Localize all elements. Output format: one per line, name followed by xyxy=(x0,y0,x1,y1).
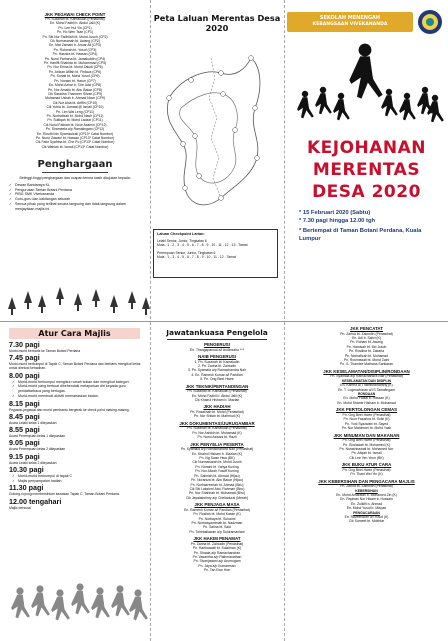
committee-member: Pn. Tan Ewe Hoe xyxy=(203,568,231,573)
penghargaan-list xyxy=(0,181,150,212)
checkpoint-marker xyxy=(183,186,188,191)
committee-member: Pn. Ong Beei Hwee (Penasihat) xyxy=(342,412,391,417)
penghargaan-item: ✓ Semua pihak yang terlibat secara langsung dan tidak langsung dalam menjayakan majlis ini xyxy=(8,202,140,212)
atur-cara-title: Atur Cara Majlis xyxy=(38,329,111,338)
panel-committees xyxy=(285,322,448,641)
checkpoint-officer: Pn. Noraini bt. Harun (CP7) xyxy=(54,78,96,83)
schedule-time: 8.55 pagi xyxy=(9,425,40,435)
committee-member: Pn. Nor Shilan bt. Mahmud (K) xyxy=(193,414,241,419)
panel-map xyxy=(151,0,283,319)
route1-path: Mula - 1 - 2 - 3 - 4 - 5 - 6 - 7 - 8 - 9 - 10 - 11 - 12 - 13 - Tamat xyxy=(157,243,248,248)
tree-icon xyxy=(92,289,100,307)
schedule-time: 8.00 pagi xyxy=(9,370,40,380)
committee-member: En. Ramesh Kumar a/l Pandian (Penasihat) xyxy=(184,507,250,512)
committee-member: Cik Nurmaisarah bt. Mohd Jusoh xyxy=(192,460,242,465)
schedule-activity: Acara Perempuan kelas 1 dilepaskan xyxy=(9,434,66,439)
committee-heading: JKK BUKU ATUR CARA xyxy=(341,462,392,468)
committee-member: Pn. Noor Fazarina bt. Sulki (K) xyxy=(343,417,390,422)
committee-heading: JKK MINUMAN DAN MAKANAN xyxy=(333,432,400,438)
checkpoint-officer: Pn. Nor Erlina bt. Mohd Zaludi (CP5) xyxy=(47,65,103,70)
route-title: Laluan Checkpoint Larian: xyxy=(157,232,205,236)
runners-silhouette-illustration xyxy=(0,577,150,637)
penghargaan-title: Penghargaan xyxy=(37,159,113,171)
tree-icon xyxy=(24,291,32,309)
checkpoint-officer: Cik Yuhla bt. Jumaat @ Ismail (CP10) xyxy=(46,105,104,110)
schedule-time: 8.15 pagi xyxy=(9,398,40,408)
tree-icon xyxy=(38,295,46,313)
checkpoint-officer: Cik Nurhasanah bt. Awang (CP2) xyxy=(50,39,100,44)
schedule-time: 8.45 pagi xyxy=(9,412,40,421)
runner-icon xyxy=(427,95,444,123)
committee-member: Pn. Suzanah bt. Kamaludin (Penasihat) xyxy=(187,426,247,431)
tree-icon xyxy=(8,297,16,315)
committee-member: Pn. Zarina bt. Zainudin (Penasihat) xyxy=(190,541,244,546)
committee-member: Pn. Rosliah bt. Mohd Kasim (K) xyxy=(193,512,241,517)
runner-icon xyxy=(297,91,314,119)
committee-member: Pn. Rosmawati bt. Mohd Zaini xyxy=(343,358,390,363)
committee-member: Pn. Salina bt. Said xyxy=(203,525,231,530)
committee-subheading: RONDAAN xyxy=(357,392,376,397)
checkpoint-officer: Pn. Suttiqah bt. Mohd Ladzar (CP11) xyxy=(47,118,103,123)
school-line2: KEBANGSAAN VIVEKANANDA xyxy=(312,22,388,27)
route-inner xyxy=(180,93,238,183)
committee-member: Cik Jayalakshmy a/p Chelladurai (Merah) xyxy=(186,495,248,500)
committee-member: En. Kamrul Al Thambiramanthy (K) xyxy=(340,383,393,388)
atur-cara-banner xyxy=(9,328,140,339)
checkpoint-marker xyxy=(167,96,172,101)
runner-icon xyxy=(333,93,350,121)
committee-member: Pn. Nor Alizah Yusoff Kuning xyxy=(195,469,239,474)
checkpoint-officer: Pn. Nor Amalia bt. Abu Bakar (CP8) xyxy=(48,87,102,92)
tree-icon xyxy=(142,297,150,315)
checkpoint-officer: Pn. Suzanah bt. Kamaludin (Penasihat) xyxy=(45,17,105,21)
checkpoint-title: JKK PEGAWAI CHECK POINT xyxy=(44,12,106,17)
committees-list xyxy=(285,322,448,524)
route-road xyxy=(209,58,221,198)
checkpoint-marker xyxy=(189,78,194,83)
committee-member: Pn. Nor Ashikin bt. Mohamad (K) xyxy=(192,430,242,435)
committee-member: En. Mohd Shamir Hisham b. Mohamad xyxy=(337,400,396,405)
committee-member: Pn. Syamala a/p Ramachandra Nair (Penasihat) xyxy=(180,447,254,452)
tree-icon xyxy=(56,287,64,305)
checkpoint-officer: Pn. Norhafizah bt. Mohd Nasir (CP11) xyxy=(46,113,104,118)
schedule-time: 11.30 pagi xyxy=(9,483,44,493)
checkpoint-officer: En. Mohd Azhar b. Che Adzi (CP8) xyxy=(48,83,102,88)
tree-icon xyxy=(128,291,136,309)
committee-member: Pn. Salmiah bt. Ahmad (Hijau) xyxy=(194,473,240,478)
committee-member: Pn. Zarina bt. Zainudin (Penasihat) xyxy=(340,484,393,489)
committee-member: Pn. Nurhazreenah bt. Ahmad (Biru) xyxy=(190,482,244,487)
committee-member: En. Adi b. Sabri (K) xyxy=(352,336,381,340)
committee-member: Pn. Zarina bt. Zainudin (Penasihat) xyxy=(340,331,393,336)
checkpoint-marker xyxy=(219,71,224,76)
route2-path: Mula - 1 - 3 - 4 - 5 - 6 - 7 - 8 - 9 - 10 - 11 - 12 - Tamat xyxy=(157,255,236,260)
schedule-bullets xyxy=(9,474,142,484)
checkpoint-officer: Pn. Lee Hui Yin (CP1) xyxy=(58,25,92,30)
committee-member: Pn. Nor Shahirah bt. Mohamad (Biru) xyxy=(189,491,245,496)
committee-member: Pn. Syamala a/p Ramachandra Nair (Penasihat) xyxy=(330,374,403,379)
divider xyxy=(167,339,267,340)
outer-sheet xyxy=(0,0,448,319)
school-line1: SEKOLAH MENENGAH xyxy=(319,15,381,21)
schedule-activity: Acara Lelaki kelas 2 dilepaskan xyxy=(9,460,57,465)
committee-member: Pn. Ong Beei Hwee (Penasihat) xyxy=(342,438,391,443)
committee-member: Pn. Suzanah bt. Kamaludin (Penasihat) xyxy=(187,389,247,394)
trees-illustration xyxy=(0,279,150,319)
checkpoint-officer: Cik Nurul Fathiah bt. Noor Azamin (CP12) xyxy=(43,122,107,127)
committee-member: En. Mohd Amaralah b. Mohamed Zin (K) xyxy=(336,492,397,497)
schedule-bullet: ✓ Murid-murid berkumpul mengikut rumah sukan dan mengikut kategori. xyxy=(11,380,142,385)
checkpoint-officer: Pn. Hasnira bt. Hassan (CP4) xyxy=(52,52,98,57)
checkpoint-marker xyxy=(249,56,254,61)
cover-title-line3: DESA 2020 xyxy=(312,182,421,202)
checkpoint-officer: Pn. Nurul Farhana bt. Jamaluddin (CP4) xyxy=(44,56,106,61)
schedule-bullet: ✓ Murid-murid berkumpul di tapak C xyxy=(11,474,142,479)
checkpoint-officer: Pn. Ahlzan Afifah bt. Firdaus (CP6) xyxy=(48,69,102,74)
checkpoint-officer: En. Mohd Fadhli b. Abdul Jalil (K) xyxy=(49,21,101,26)
committee-member: Pn. Hartinawati bt. Sulaiman (K) xyxy=(192,546,242,551)
committee-member: Cik Khairul Hisham b. Mazlan xyxy=(194,398,240,403)
checkpoint-officer: Cik Nur Aina bt. Ariffin (CP10) xyxy=(52,100,98,105)
committee-member: En. Mohd Yusof b. Mispari xyxy=(346,506,387,511)
schedule-time: 7.30 pagi xyxy=(9,340,40,349)
cover-venue: * Bertempat di Taman Botani Perdana, Kuala Lumpur xyxy=(299,228,422,242)
penghargaan-item: ✓ Guru-guru dan kakitangan sekolah xyxy=(8,197,140,202)
schedule-bullets xyxy=(9,380,142,399)
school-banner xyxy=(287,12,413,32)
atur-cara-list xyxy=(0,339,150,510)
committee-heading: JKK PENJAGA MASA xyxy=(194,502,240,508)
schedule-time: 12.00 tengahari xyxy=(9,496,62,506)
schedule-activity: Acara Lelaki kelas 1 dilepaskan xyxy=(9,421,57,425)
cover-date: * 15 Februari 2020 (Sabtu) xyxy=(299,210,371,216)
cover-title-line1: KEJOHANAN xyxy=(306,138,427,158)
schedule-time: 10.30 pagi xyxy=(9,464,44,474)
schedule-activity: Gotong-royong membersihkan kawasan Tapak C, Taman Botani Perdana. xyxy=(9,492,120,497)
checkpoint-marker xyxy=(221,92,226,97)
committee-member: Pn. S. Thamlee Mathana Sankaran xyxy=(340,362,393,367)
runner-icon xyxy=(11,587,30,618)
checkpoint-marker xyxy=(193,134,198,139)
route-map xyxy=(151,38,283,238)
committee-heading: JKK PERTOLONGAN CEMAS xyxy=(335,407,398,413)
runner-icon xyxy=(31,585,50,616)
committee-member: Cik Sumeet bt. Mokhtar xyxy=(348,519,385,524)
committee-heading: JKK TEKNIK/PERTANDINGAN xyxy=(185,383,249,389)
runner-icon xyxy=(129,589,148,620)
jawatankuasa-title: Jawatankuasa Pengelola xyxy=(166,328,268,337)
checkpoint-officer: En. Rosdhi bin Syamsulzali (CP13* Catat Nombor) xyxy=(36,131,114,136)
route2-label: Perempuan Senior, Junior, Tingkatan 6 xyxy=(157,250,216,255)
map-title: Peta Laluan Merentas Desa 2020 xyxy=(153,13,281,33)
schedule-bullet: ✓ Murid-murid yang berbuat dikehendaki melaporkan diri kepada guru pendaftarbaca yang bertugas. xyxy=(11,384,142,394)
runner-icon xyxy=(91,587,110,618)
penghargaan-intro: Setinggi-tinggi penghargaan dan ucapan terima kasih ditujukan kepada: xyxy=(19,176,131,181)
committee-member: Pn. Tohirbaliawan a/p Suhiramaniam xyxy=(189,529,245,534)
committee-member: Pn. Shaala a/p Ramachandran xyxy=(193,550,241,555)
cover-title xyxy=(285,137,448,203)
route1-label: Lelaki Senior, Junior, Tingkatan 6 xyxy=(157,239,207,243)
checkpoint-officer: Cik Saradha Thanneer Silvan (CP9) xyxy=(47,91,103,96)
committee-subheading: KEBERSIHAN xyxy=(355,488,378,493)
schedule-activity: Acara Perempuan kelas 2 dilepaskan xyxy=(9,447,66,452)
inner-sheet xyxy=(0,321,448,641)
schedule-activity: Pegawai-pegawai dan murid pembantu bergerak ke check point masing-masing. xyxy=(9,407,130,412)
tree-icon xyxy=(74,293,82,311)
runner-icon xyxy=(51,589,70,620)
checkpoint-officer: Pn. Ho Wen Tsan (CP1) xyxy=(56,30,94,35)
schedule-time: 9.05 pagi xyxy=(9,438,40,448)
schedule-time: 9.15 pagi xyxy=(9,451,40,461)
committee-member: Pn. Rosalinah bt. Mohd (Penasihat) xyxy=(190,410,244,415)
checkpoint-officer: Cik Fatin Syafrina bt. Che Po (CP13* Catat Nombor) xyxy=(35,140,115,145)
committee-member: Pn. Noraini bt. Yahya Kuning xyxy=(195,464,239,469)
checkpoint-officer: Pn. Suriati bt. Mohd Yusof (CP6) xyxy=(50,74,100,79)
committee-member: En. Mohd Faisal b. Hassan (K) xyxy=(343,396,390,401)
committee-member: Cik Lee Yen Yeun (BK) xyxy=(349,455,384,460)
committee-heading: JKK KESELAMATAN/DISIPLIN/RONDAAN xyxy=(323,368,410,374)
runners-illustration xyxy=(285,36,448,136)
checkpoint-officer: Pn. Rohmah bt. Yusof (CP3) xyxy=(53,47,97,52)
schedule-activity: Murid-murid berkumpul di Tapak C, Taman Botani Perdana dan berbaris mengikut kelas untuk direkod kehadiran. xyxy=(9,362,141,371)
penghargaan-item: ✓ Pengurusan Taman Botani Perdana xyxy=(8,188,140,193)
runner-icon xyxy=(381,89,398,117)
checkpoint-officer: Mohamad Ushah b. Ahmad Nizar (CP9) xyxy=(45,96,105,101)
committee-member: Pn. Yuni Syazwani bt. Sayed xyxy=(344,421,389,426)
schedule-activity: Murid-murid berbaris ke Taman Botani Perdana xyxy=(9,349,81,353)
panel-atur-cara xyxy=(0,322,150,641)
committee-heading: JKK PENCATAT xyxy=(350,326,383,331)
panel-jawatankuasa xyxy=(151,322,283,641)
runner-icon xyxy=(399,93,416,121)
committee-member: En. Raveendran a/l Yusof (K) xyxy=(344,514,389,519)
checkpoint-officer: Pn. Haniffi Shahida bt. Muhammad (CP5) xyxy=(43,61,107,66)
committee-heading: JKK KEBERSIHAN DAN PENGACARA MAJLIS xyxy=(318,478,415,484)
checkpoint-marker xyxy=(253,106,258,111)
committee-member: 2. Pn. Zarina bt. Zainudin xyxy=(197,364,237,368)
checkpoint-officer: Pn. Nurul Zawani bt. Hassan (CP13* Catat Nombor) xyxy=(35,135,115,140)
committee-member: Pn. Sivanjawani a/p Arumugam xyxy=(193,559,241,564)
committee-member: En. T. Logeswharan a/l S.Tamalingam xyxy=(338,387,395,392)
checkpoint-officer: Cik Wahiah bt. Ismail (CP13* Catat Nombor) xyxy=(41,144,109,149)
schedule-bullet: ✓ Murid-murid membuat aktiviti memanaskan badan. xyxy=(11,394,142,399)
committee-heading: JKK PENYELIA PESERTA xyxy=(190,441,244,447)
schedule-bullet: ✓ Majlis penyampaian hadiah xyxy=(11,479,142,484)
committee-member: 4. En. Ramesh Kumar a/l Pandian xyxy=(191,372,243,377)
committee-subheading: KESELAMATAN DAN DISIPLIN xyxy=(341,378,392,383)
committee-member: Pn. Roslawati bt. Mohamed (K) xyxy=(343,442,390,447)
committee-member: Pn. Nurul Azwani bt. Razli xyxy=(197,435,237,440)
committee-member: En. Khairul Hisham b. Mazlan (K) xyxy=(191,451,243,456)
committee-member: Pn. Ng Swan Hwa (BK) xyxy=(199,456,235,461)
committee-member: Pn. Jaya a/p Kumaresan xyxy=(198,563,236,568)
committee-heading: JKK DOKUMENTASI/JURUGAMBAR xyxy=(179,420,255,426)
panel-cover xyxy=(285,0,448,319)
penghargaan-item: ✓ Dewan Bandaraya KL xyxy=(8,183,140,188)
committee-member: Pn. Ong Beei Hwee (Penasihat) xyxy=(342,467,391,472)
cover-details xyxy=(299,209,443,243)
committee-member: Pn. Rohani bt. Awang xyxy=(350,340,383,345)
committee-member: 3. Pn. Syamala a/p Ramachandra Nair xyxy=(187,368,247,373)
committee-member: Pn. Afiqah bt. Ismail xyxy=(351,451,382,456)
checkpoint-marker xyxy=(233,128,238,133)
committee-member: 1. Pn. Suzanah bt. Kamaludin xyxy=(194,359,240,364)
checkpoint-marker xyxy=(255,156,260,161)
checkpoint-list xyxy=(0,17,150,149)
committee-member: Pn. Thani Wei Yin (K) xyxy=(350,472,383,477)
penghargaan-item: ✓ PIBG SMK Vivekananda xyxy=(8,192,140,197)
checkpoint-officer: Pn. Siti Nur Fadhilah bt. Mohd Jusoh (CP2) xyxy=(42,34,108,39)
committee-member: En. Thangapannai a/l Andimuthu *** xyxy=(189,347,245,352)
committee-member: Pn. Noraniza bt. Abu Bakar (Hijau) xyxy=(191,478,243,483)
committee-member: Pn. Nurhasyamimah bt. Nadzman xyxy=(191,520,243,525)
committee-member: Cik Siti Lakshmi Abd. Rahman (Biru) xyxy=(189,486,245,491)
committee-heading: JKK HADIAH xyxy=(203,404,231,410)
committee-member: Pn. Norbaya bt. Suhaimi xyxy=(198,516,236,521)
committee-member: Pn. Vasantha a/p Pathmanathan xyxy=(192,554,242,559)
committee-member: En. Zulkifli b. Ahmad xyxy=(351,501,382,506)
route-legend-box xyxy=(153,229,278,278)
committee-member: Pn. Rosilina bt. Zakaria xyxy=(348,349,385,354)
runner-icon xyxy=(349,44,382,99)
committee-subheading: PENGACARAAN xyxy=(353,510,380,515)
cover-time: * 7.30 pagi hingga 12.00 tgh xyxy=(299,218,376,224)
schedule-activity: Majlis bersurai xyxy=(9,505,31,510)
runner-icon xyxy=(111,585,130,616)
checkpoint-marker xyxy=(181,142,186,147)
checkpoint-marker xyxy=(197,174,202,179)
committee-member: 5. Pn. Ong Beei Hwee xyxy=(200,377,234,382)
panel-checkpoint xyxy=(0,0,150,319)
checkpoint-marker xyxy=(219,196,224,201)
committee-member: En. Mohd Fadhli b. Abdul Jalil (K) xyxy=(191,393,243,398)
jawatankuasa-list xyxy=(151,342,283,573)
committee-member: Pn. Nurashirawati bt. Mohamed Nor xyxy=(339,446,394,451)
runner-icon xyxy=(71,583,90,614)
committee-member: Pn. Norhafizah bt. Mohamad xyxy=(344,353,389,358)
committee-heading: PENGERUSI xyxy=(204,342,230,347)
committee-heading: NAIB PENGERUSI xyxy=(198,354,236,359)
checkpoint-officer: Pn. Lim Wai Leng (CP11) xyxy=(55,109,95,114)
checkpoint-officer: En. Mat Zamani b. Anuar Ali (CP3) xyxy=(49,43,101,48)
committee-member: Pn. Hamisah bt. Md Jusoh xyxy=(346,344,387,349)
checkpoint-officer: Pn. Shameela a/p Ramalingam (CP12) xyxy=(45,127,105,132)
tree-icon xyxy=(110,295,118,313)
committee-heading: JKK HAKIM PENAMAT xyxy=(193,536,241,542)
committee-member: Pn. Nor Mahimoel bt. Mohd Yasir xyxy=(341,426,392,431)
committee-member: En. Rapinan Nor Hisam b. Hussain xyxy=(340,497,393,502)
school-crest-icon xyxy=(417,8,443,36)
cover-title-line2: MERENTAS xyxy=(312,160,421,180)
divider xyxy=(42,172,108,173)
schedule-time: 7.45 pagi xyxy=(9,353,40,363)
runner-icon xyxy=(315,87,332,115)
